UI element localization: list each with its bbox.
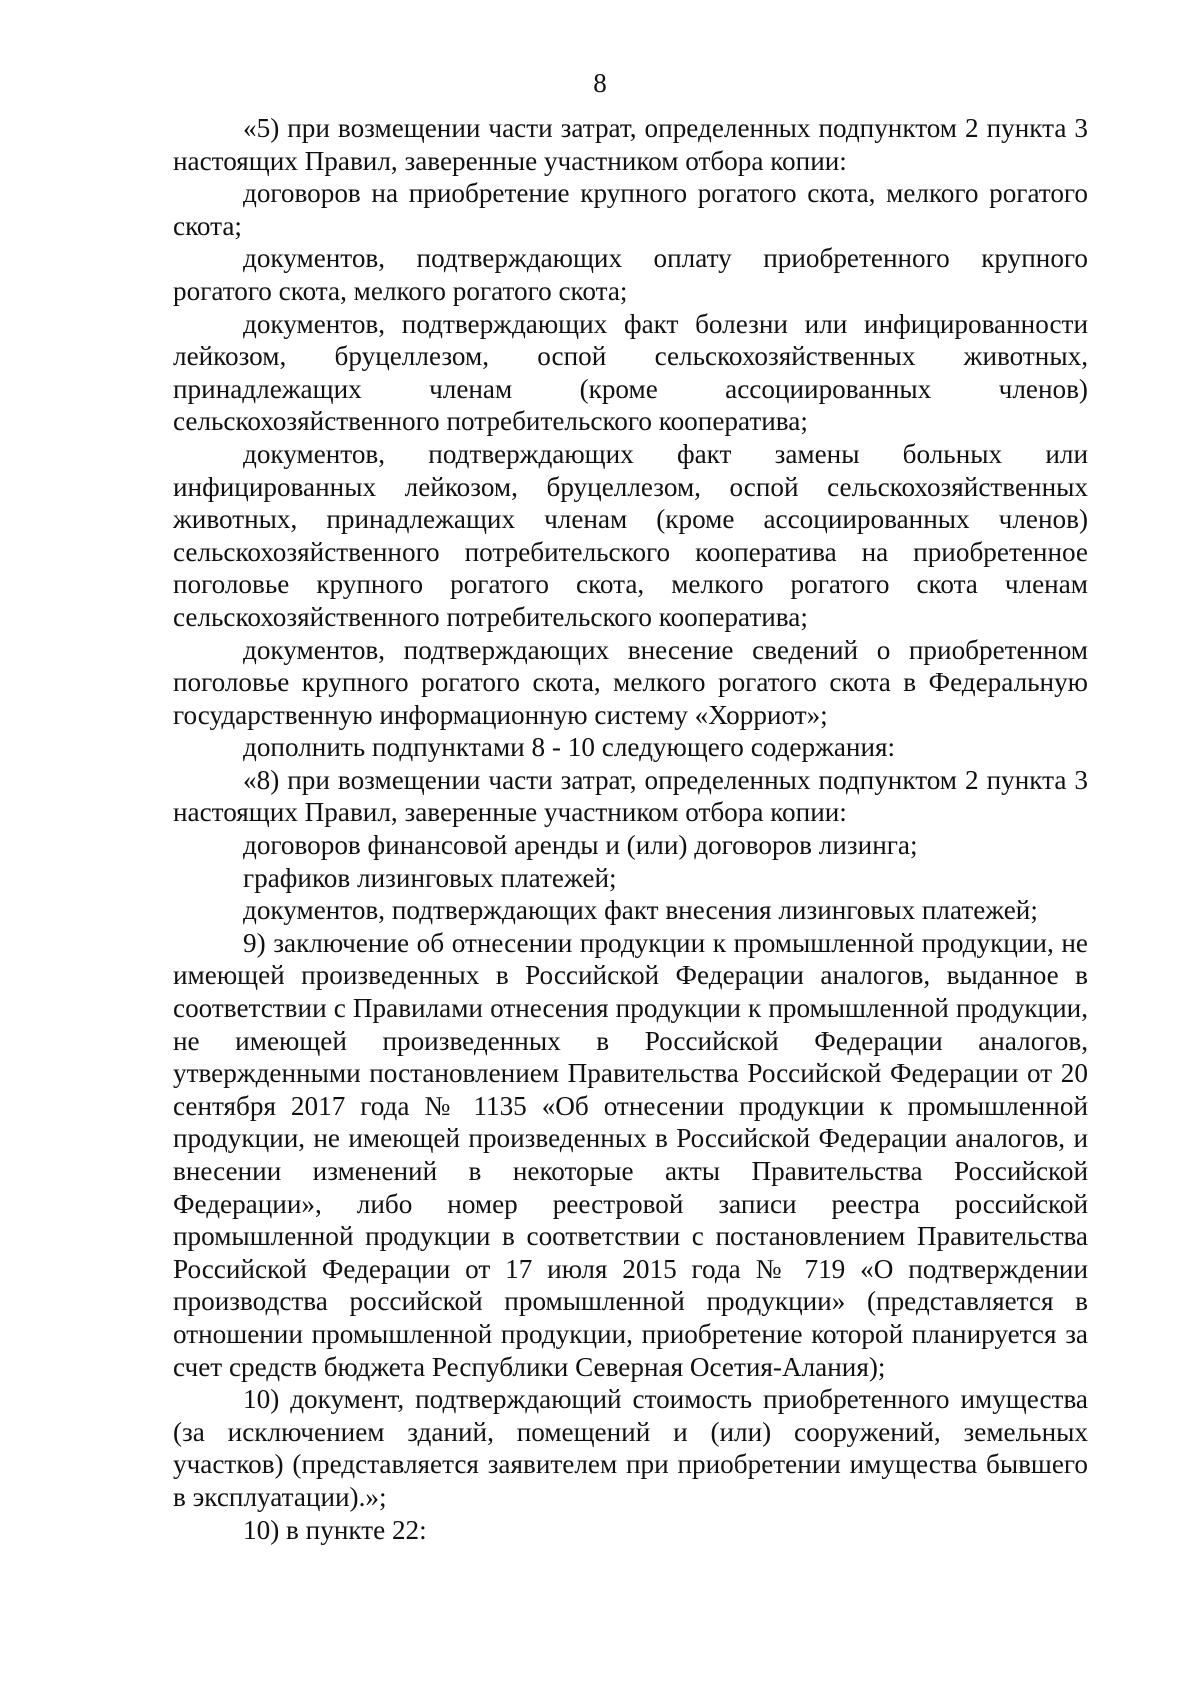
paragraph-subitem-9: 9) заключение об отнесении продукции к промышленной продукции, не имеющей произведенных в Российской Федерации аналогов, выданное в соответствии с Правилами отнесения продукции к промышленной продукции, не имеющей произведенных в Российской Федерации аналогов, утвержденными постановлением Правительства Российской Федерации от 20 сентября 2017 года № 1135 «Об отнесении продукции к промышленной продукции, не имеющей произведенных в Российской Федерации аналогов, и внесении изменений в некоторые акты Правительства Российской Федерации», либо номер реестровой записи реестра российской промышленной продукции в соответствии с постановлением Правительства Российской Федерации от 17 июля 2015 года № 719 «О подтверждении производства российской промышленной продукции» (представляется в отношении промышленной продукции, приобретение которой планируется за счет средств бюджета Республики Северная Осетия-Алания); bbox=[173, 927, 1088, 1382]
paragraph-disease-documents: документов, подтверждающих факт болезни или инфицированности лейкозом, бруцеллезом, оспой сельскохозяйственных животных, принадлежащих членам (кроме ассоциированных членов) сельскохозяйственного потребительского кооператива; bbox=[173, 308, 1088, 437]
paragraph-payment-documents: документов, подтверждающих оплату приобретенного крупного рогатого скота, мелкого рогатого скота; bbox=[173, 243, 1088, 306]
document-body bbox=[173, 112, 1088, 1546]
paragraph-leasing-contracts: договоров финансовой аренды и (или) договоров лизинга; bbox=[243, 830, 918, 861]
paragraph-leasing-payments: документов, подтверждающих факт внесения лизинговых платежей; bbox=[243, 895, 1038, 926]
paragraph-subitem-10: 10) документ, подтверждающий стоимость приобретенного имущества (за исключением зданий, помещений и (или) сооружений, земельных участков) (представляется заявителем при приобретении имущества бывшего в эксплуатации).»; bbox=[173, 1384, 1088, 1512]
paragraph-supplement-instruction: дополнить подпунктами 8 - 10 следующего содержания: bbox=[243, 732, 896, 763]
paragraph-point-22: 10) в пункте 22: bbox=[243, 1514, 427, 1545]
paragraph-subitem-5-intro: «5) при возмещении части затрат, определенных подпунктом 2 пункта 3 настоящих Правил, заверенные участником отбора копии: bbox=[173, 113, 1088, 176]
paragraph-purchase-contracts: договоров на приобретение крупного рогатого скота, мелкого рогатого скота; bbox=[173, 178, 1088, 241]
paragraph-replacement-documents: документов, подтверждающих факт замены больных или инфицированных лейкозом, бруцеллезом, оспой сельскохозяйственных животных, принадлежащих членам (кроме ассоциированных членов) сельскохозяйственного потребительского кооператива на приобретенное поголовье крупного рогатого скота, мелкого рогатого скота членам сельскохозяйственного потребительского кооператива; bbox=[173, 438, 1088, 632]
paragraph-subitem-8-intro: «8) при возмещении части затрат, определенных подпунктом 2 пункта 3 настоящих Правил, заверенные участником отбора копии: bbox=[173, 764, 1088, 828]
paragraph-horriot-documents: документов, подтверждающих внесение сведений о приобретенном поголовье крупного рогатого скота, мелкого рогатого скота в Федеральную государственную информационную систему «Хорриот»; bbox=[173, 634, 1088, 730]
paragraph-leasing-schedules: графиков лизинговых платежей; bbox=[243, 862, 617, 893]
page-number: 8 bbox=[593, 68, 607, 98]
